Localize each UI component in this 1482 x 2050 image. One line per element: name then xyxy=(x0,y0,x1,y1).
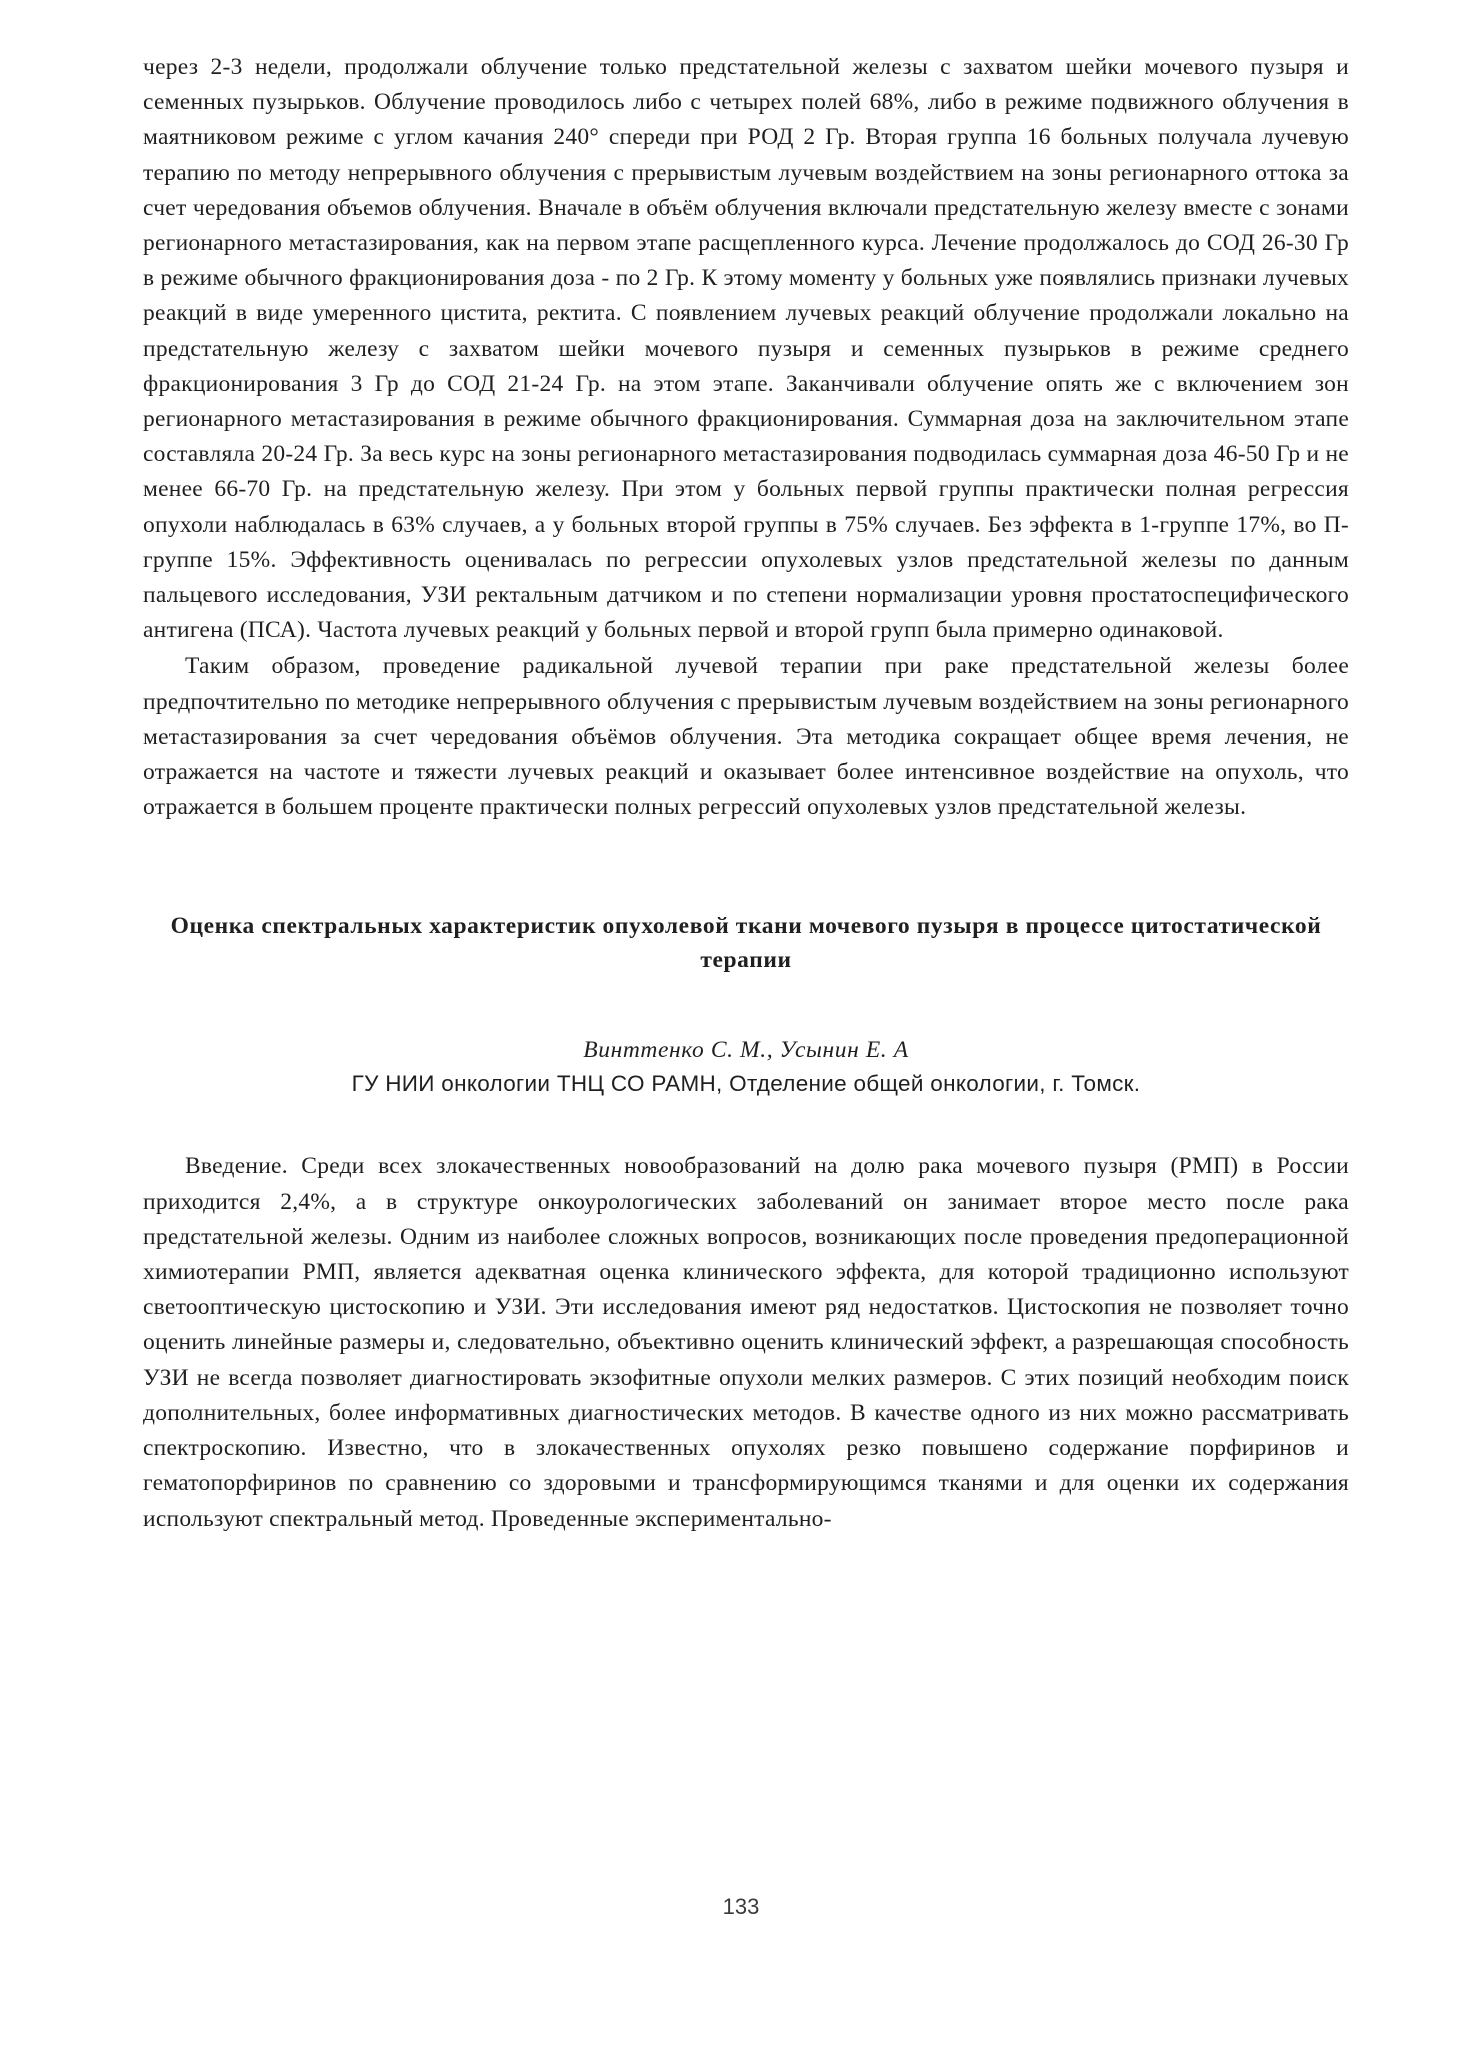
prev-article-paragraph-1: через 2-3 недели, продолжали облучение только предстательной железы с захватом шейки мочевого пузыря и семенных пузырьков. Облучение проводилось либо с четырех полей 68%, либо в режиме подвижного облучения в маятниковом режиме с углом качания 240° спереди при РОД 2 Гр. Вторая группа 16 больных получала лучевую терапию по методу непрерывного облучения с прерывистым лучевым воздействием на зоны регионарного оттока за счет чередования объемов облучения. Вначале в объём облучения включали предстательную железу вместе с зонами регионарного метастазирования, как на первом этапе расщепленного курса. Лечение продолжалось до СОД 26-30 Гр в режиме обычного фракционирования доза - по 2 Гр. К этому моменту у больных уже появлялись признаки лучевых реакций в виде умеренного цистита, ректита. С появлением лучевых реакций облучение продолжали локально на предстательную железу с захватом шейки мочевого пузыря и семенных пузырьков в режиме среднего фракционирования 3 Гр до СОД 21-24 Гр. на этом этапе. Заканчивали облучение опять же с включением зон регионарного метастазирования в режиме обычного фракционирования. Суммарная доза на заключительном этапе составляла 20-24 Гр. За весь курс на зоны регионарного метастазирования подводилась суммарная доза 46-50 Гр и не менее 66-70 Гр. на предстательную железу. При этом у больных первой группы практически полная регрессия опухоли наблюдалась в 63% случаев, а у больных второй группы в 75% случаев. Без эффекта в 1-группе 17%, во П-группе 15%. Эффективность оценивалась по регрессии опухолевых узлов предстательной железы по данным пальцевого исследования, УЗИ ректальным датчиком и по степени нормализации уровня простатоспецифического антигена (ПСА). Частота лучевых реакций у больных первой и второй групп была примерно одинаковой. xyxy=(143,54,1349,644)
article-affiliation: ГУ НИИ онкологии ТНЦ СО РАМН, Отделение общей онкологии, г. Томск. xyxy=(351,1071,1141,1097)
page-number: 133 xyxy=(722,1894,760,1919)
page-content xyxy=(143,50,1349,1537)
article-intro-paragraph: Введение. Среди всех злокачественных новообразований на долю рака мочевого пузыря (РМП) в России приходится 2,4%, а в структуре онкоурологических заболеваний он занимает второе место после рака предстательной железы. Одним из наиболее сложных вопросов, возникающих после проведения предоперационной химиотерапии РМП, является адекватная оценка клинического эффекта, для которой традиционно используют светооптическую цистоскопию и УЗИ. Эти исследования имеют ряд недостатков. Цистоскопия не позволяет точно оценить линейные размеры и, следовательно, объективно оценить клинический эффект, а разрешающая способность УЗИ не всегда позволяет диагностировать экзофитные опухоли мелких размеров. С этих позиций необходим поиск дополнительных, более информативных диагностических методов. В качестве одного из них можно рассматривать спектроскопию. Известно, что в злокачественных опухолях резко повышено содержание порфиринов и гематопорфиринов по сравнению со здоровыми и трансформирующимся тканями и для оценки их содержания используют спектральный метод. Проведенные экспериментально- xyxy=(143,1153,1349,1532)
prev-article-paragraph-2: Таким образом, проведение радикальной лучевой терапии при раке предстательной железы более предпочтительно по методике непрерывного облучения с прерывистым лучевым воздействием на зоны регионарного метастазирования за счет чередования объёмов облучения. Эта методика сокращает общее время лечения, не отражается на частоте и тяжести лучевых реакций и оказывает более интенсивное воздействие на опухоль, что отражается в большем проценте практически полных регрессий опухолевых узлов предстательной железы. xyxy=(143,653,1349,821)
article-authors: Винттенко С. М., Усынин Е. А xyxy=(583,1037,909,1064)
article-title: Оценка спектральных характеристик опухолевой ткани мочевого пузыря в процессе цитостатической терапии xyxy=(170,913,1322,974)
